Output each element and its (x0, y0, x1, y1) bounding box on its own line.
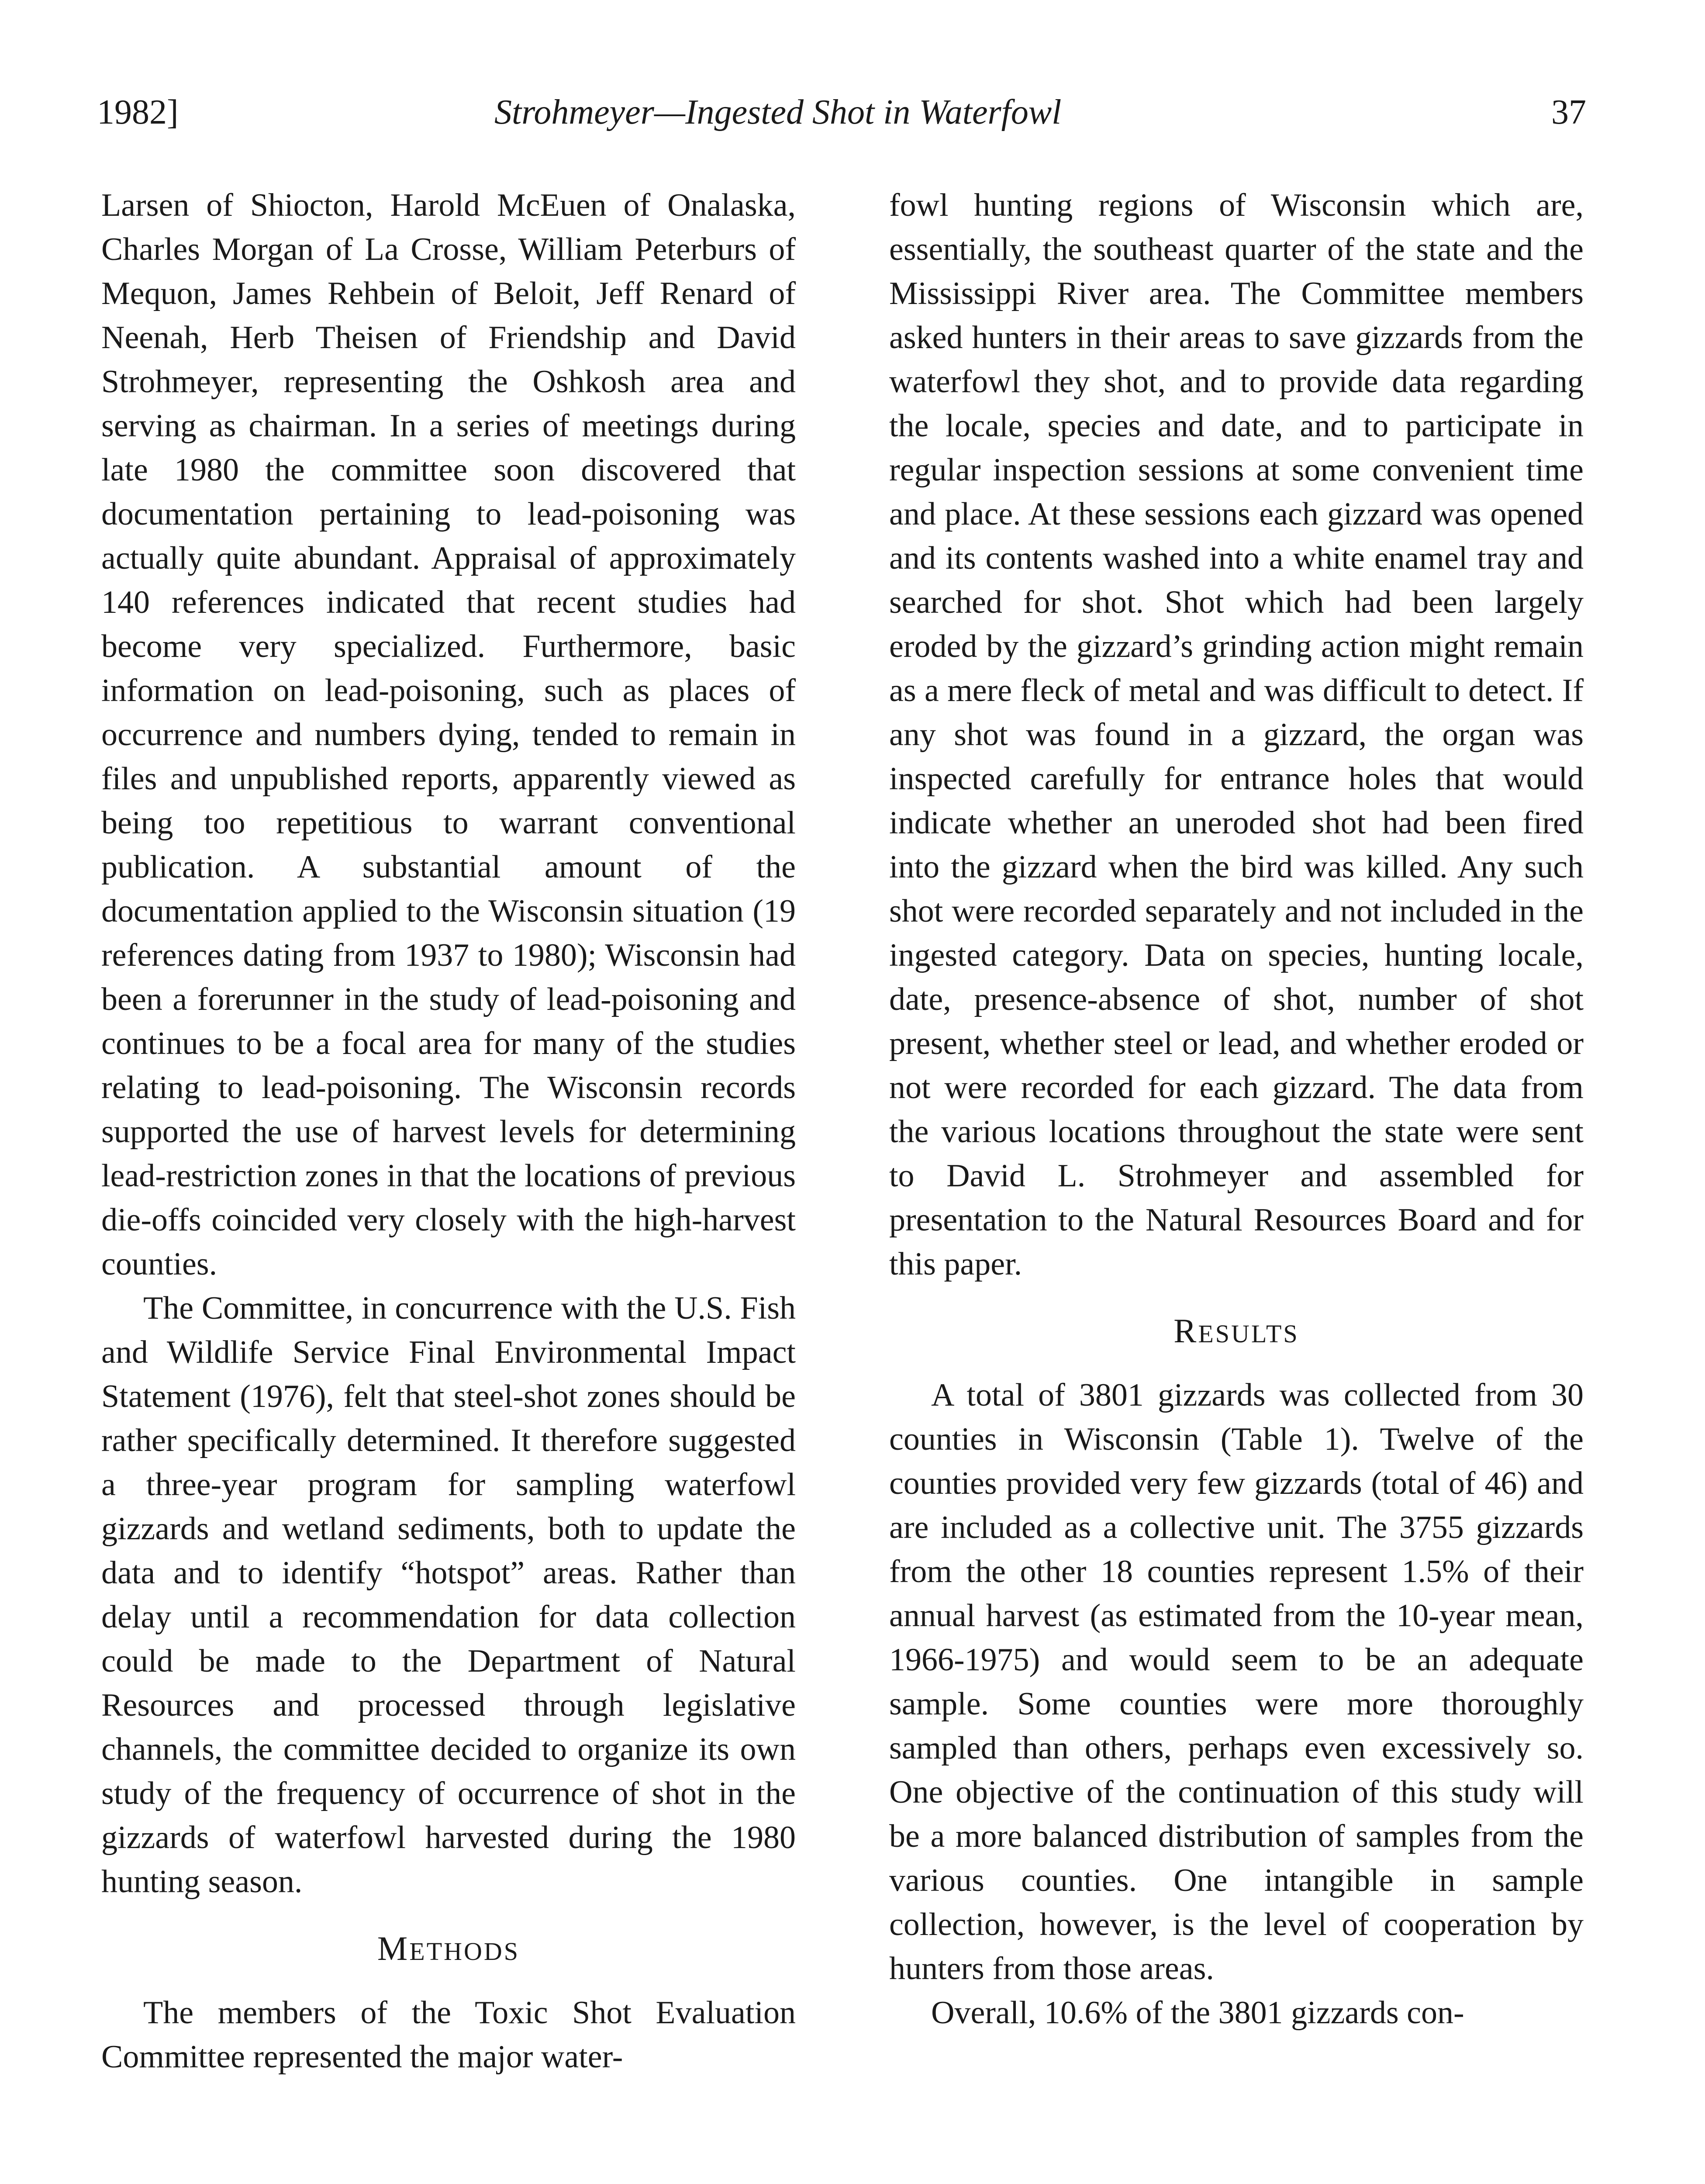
left-column (101, 183, 796, 2079)
paragraph: The Committee, in concurrence with the U.S. Fish and Wildlife Service Final Environmental Impact Statement (1976), felt that steel-shot zones should be rather specifically determined. It therefore suggested a three-year program for sampling waterfowl gizzards and wetland sediments, both to update the data and to identify “hotspot” areas. Rather than delay until a recommendation for data collection could be made to the Department of Natural Resources and processed through legislative channels, the committee decided to organize its own study of the frequency of occurrence of shot in the gizzards of waterfowl harvested during the 1980 hunting season. (101, 1290, 796, 1900)
paragraph: Larsen of Shiocton, Harold McEuen of Onalaska, Charles Morgan of La Crosse, William Peterburs of Mequon, James Rehbein of Beloit, Jeff Renard of Neenah, Herb Theisen of Friendship and David Strohmeyer, representing the Oshkosh area and serving as chairman. In a series of meetings during late 1980 the committee soon discovered that documentation pertaining to lead-poisoning was actually quite abundant. Appraisal of approximately 140 references indicated that recent studies had become very specialized. Furthermore, basic information on lead-poisoning, such as places of occurrence and numbers dying, tended to remain in files and unpublished reports, apparently viewed as being too repetitious to warrant conventional publication. A substantial amount of the documentation applied to the Wisconsin situation (19 references dating from 1937 to 1980); Wisconsin had been a forerunner in the study of lead-poisoning and continues to be a focal area for many of the studies relating to lead-poisoning. The Wisconsin records supported the use of harvest levels for determining lead-restriction zones in that the locations of previous die-offs coincided very closely with the high-harvest counties. (101, 187, 796, 1282)
running-header (97, 93, 1586, 141)
heading-rest: ESULTS (1198, 1320, 1299, 1348)
header-running-title: Strohmeyer—Ingested Shot in Waterfowl (494, 93, 1062, 131)
right-column (889, 183, 1584, 2035)
header-year: 1982] (97, 93, 179, 131)
section-heading-methods (101, 1927, 796, 1973)
paragraph: fowl hunting regions of Wisconsin which are, essentially, the southeast quarter of the state and the Mississippi River area. The Committee members asked hunters in their areas to save gizzards from the waterfowl they shot, and to provide data regarding the locale, species and date, and to participate in regular inspection sessions at some convenient time and place. At these sessions each gizzard was opened and its contents washed into a white enamel tray and searched for shot. Shot which had been largely eroded by the gizzard’s grinding action might remain as a mere fleck of metal and was difficult to detect. If any shot was found in a gizzard, the organ was inspected carefully for entrance holes that would indicate whether an uneroded shot had been fired into the gizzard when the bird was killed. Any such shot were recorded separately and not included in the ingested category. Data on species, hunting locale, date, presence-absence of shot, number of shot present, whether steel or lead, and whether eroded or not were recorded for each gizzard. The data from the various locations throughout the state were sent to David L. Strohmeyer and assembled for presentation to the Natural Resources Board and for this paper. (889, 187, 1584, 1282)
heading-initial: M (377, 1929, 410, 1967)
paragraph: The members of the Toxic Shot Evaluation Committee represented the major water- (101, 1995, 796, 2075)
paragraph: Overall, 10.6% of the 3801 gizzards con- (931, 1995, 1464, 2031)
heading-rest: ETHODS (409, 1937, 520, 1966)
heading-initial: R (1173, 1312, 1198, 1350)
paragraph: A total of 3801 gizzards was collected from 30 counties in Wisconsin (Table 1). Twelve of the counties provided very few gizzards (total of 46) and are included as a collective unit. The 3755 gizzards from the other 18 counties represent 1.5% of their annual harvest (as estimated from the 10-year mean, 1966-1975) and would seem to be an adequate sample. Some counties were more thoroughly sampled than others, perhaps even excessively so. One objective of the continuation of this study will be a more balanced distribution of samples from the various counties. One intangible in sample collection, however, is the level of cooperation by hunters from those areas. (889, 1377, 1584, 1987)
header-page-number: 37 (1551, 93, 1586, 131)
section-heading-results (889, 1309, 1584, 1356)
